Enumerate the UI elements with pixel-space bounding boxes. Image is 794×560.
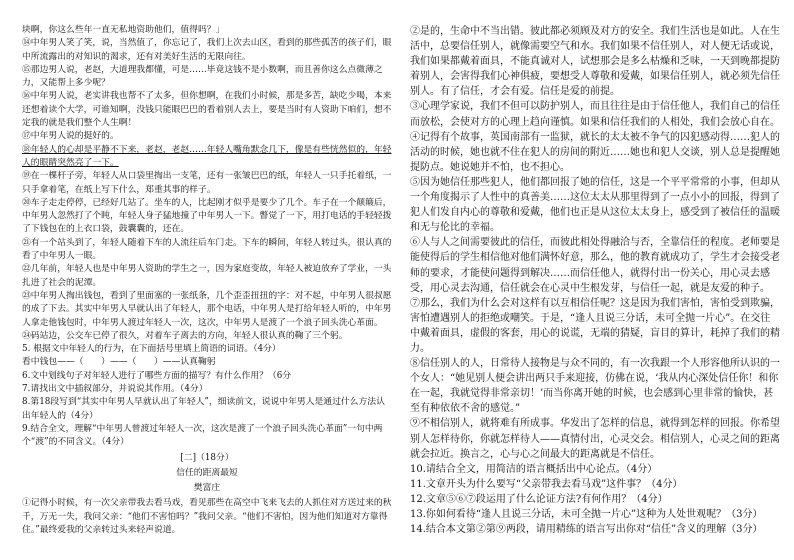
question-8: 8.第18段写到“其实中年男人早就认出了年轻人”，细读前文，说说中年男人是通过什么方法认出年轻人的（4分） — [22, 397, 385, 421]
left-column — [22, 24, 392, 537]
question-10: 10.请结合全文，用简洁的语言概括出中心论点。（4分） — [410, 463, 658, 475]
question-14: 14.结合本文第②第⑨两段，请用精练的语言写出你对“信任”含义的理解（3分） — [410, 524, 763, 536]
question-13: 13.你如何看待“逢人且说三分话，未可全抛一片心”这种为人处世观呢？（3分） — [410, 509, 763, 520]
paragraph: ③心理学家说，我们不但可以防护别人，而且往往是由于信任他人，我们自己的信任而放松，会使对方的心理上趋向谨慎。如果和信任我们的人相处，我们会放心自在。 — [410, 101, 780, 128]
paragraph: ⑦那么，我们为什么会对这样有以互相信任呢？这是因为我们害怕，害怕受到欺骗，害怕遭遇别人的拒绝或嘲笑。于是，“逢人且说三分话，未可全抛一片心”。在交往中戴着面具，虚假的客套，用心的说谎，无端的猜疑，盲目的算计，耗掉了我们的精力。 — [410, 297, 780, 354]
paragraph: ⑥人与人之间需要彼此的信任，而彼此相处得融洽与否，全靠信任的程度。老师要是能使得后的学生相信他对他们满怀好意，那么，他的教育就成功了，学生才会接受老师的要求，才能使问题得到解决……而信任他人，就得付出一份关心，用心灵去感受，用心灵去沟通，信任就会在心灵中生根发芽，与信任一起，就是友爱的种子。 — [410, 237, 780, 294]
underlined-sentence: ⑱年轻人的心却是平静不下来，老赵，老赵……年轻人嘴角默念几下，像是有些恍然似的，年轻人的眼睛突然亮了一下。 — [22, 144, 392, 168]
essay-author: 樊富庄 — [193, 483, 221, 494]
paragraph: ㉑有一个站头到了，年轻人随着下车的人流往后车门走。下车的瞬间，年轻人转过头，很认真的看了中年男人一眼。 — [22, 237, 392, 262]
paragraph: ⑮那边男人说，老赵，大道理我都懂，可是……毕竟这钱不是小数啊，而且善你这么点微薄之力，又能帮上多少呢？ — [22, 64, 383, 89]
paragraph: ⑭中年男人笑了笑，说，当然值了，你忘记了，我们上次去山区，看到的那些孤苦的孩子们，眼中所流露出的对知识的渴求，还有对美好生活的无限向往。 — [22, 38, 392, 62]
question-11: 11.文章开头为什么要写“父亲带我去看马戏”这件事？（4分） — [410, 478, 683, 490]
paragraph: ①记得小时候，有一次父亲带我去看马戏，看见那些在高空中飞来飞去的人抓住对方送过来的秋千，万无一失，我问父亲：“他们不害怕吗？”我问父亲。“他们不害怕，因为他们知道对方靠得住。”最终爱我的父亲转过头来轻声说道。 — [22, 498, 392, 535]
essay-title: 信任的距离最短 — [176, 467, 238, 478]
question-12: 12.文章⑤⑥⑦段运用了什么论证方法?有何作用？（4分） — [410, 493, 668, 505]
question-5: 5. 根据文中年轻人的行为，在下面括号里填上简语的词语。（4分） — [22, 344, 281, 355]
paragraph: ②是的，生命中不当出错。彼此都必须顾及对方的安全。我们生活也是如此。人在生活中，总要信任别人，就像需要空气和水。我们如果不信任别人，对人便无话或说，我们如果都戴着面具，不能真诚对人，试想那会是多么枯燥和乏味，一天到晚都提防着别人，会害得我们心神俱疲，要想受人尊敬和爱戴，如果信任别人，就必须先信任别人。有了信任，才会有爱。信任是爱的前提。 — [410, 26, 780, 98]
paragraph: ⑰中年男人说的挺好的。 — [22, 131, 119, 142]
paragraph: ⑯中年男人说，老实讲我也帮不了太多，但你想啊，在我们小时候，那是多苦，缺吃少喝，本来还想着读个大学，可谁知啊，没钱只能眼巴巴的看着别人去上，要是当时有人资助下咱们，想不定我的就是我们整个人生啊！ — [22, 91, 392, 129]
question-5-blank: 看中钱包——（ ）——（ ）——认真鞠躬 — [22, 357, 216, 368]
paragraph: ㉒几年前，年轻人也是中年男人资助的学生之一，因为家庭变故，年轻人被迫放弃了学业，一头扎进了社会的泥潭。 — [22, 264, 392, 288]
paragraph: ⑨不相信别人，就将难有所成事。华发出了怎样的信息，就得到怎样的回报。你希望别人怎样待你，你就怎样待人——真情付出，心灵交会。相信别人，心灵之间的距离就会拉近。换言之，心与心之间最大的距离就是不信任。 — [410, 418, 780, 460]
paragraph: ㉓中年男人掏出钱包，看到了里面塞的一张纸条，几个歪歪扭扭的字：对不起，中年男人很叔愿的成了下去。其实中年男人早就认出了年轻人，那个电话，中年男人是打给年轻人听的，中年男人拿走他钱包时，中年男人渡过年轻人一次，这次，中年男人是渡了一个浪子回头洗心革面。 — [22, 290, 392, 328]
question-7: 7.请找出文中插叙部分，并说说其作用。（4分） — [22, 384, 208, 395]
paragraph: ㉔码站边，公交车已停了很久，对着车子离去的方向，年轻人很认真的鞠了三个躬。 — [22, 330, 348, 341]
paragraph: ⑤因为她信任那些犯人，他们都回报了她的信任，这是一个平平常常的小事，但却从一个角度揭示了人性中的真善美……这位太太从那里得到了一点小小的回报，得到了犯人们发自内心的尊敬和爱戴，他们也正是从这位太太身上，感受到了被信任的温暖和无与伦比的幸福。 — [410, 176, 780, 234]
paragraph: ⑲在一棵杆子旁，年轻人从口袋里掏出一支笔，还有一张皱巴巴的纸，年轻人一只手托着纸，一只手拿着笔，在纸上写下什么，郑重其事的样子。 — [22, 171, 392, 195]
paragraph: ④记得有个故事，英国南部有一监狱，就长的太太被不争气的囚犯感动得……犯人的活动的时候，她也就不住在犯人的房间的附近……她也和犯人交谈，别人总是提醒她提防点。她说她并不怕，也不担心。 — [410, 131, 780, 173]
section-label: [二]（18分） — [180, 452, 234, 463]
question-6: 6.文中划线句子对年轻人进行了哪些方面的描写？有什么作用？（6分 — [22, 370, 292, 381]
right-column — [410, 24, 780, 537]
question-9: 9.结合全文，理解“中年男人曾渡过年轻人一次，这次是渡了一个浪子回头洗心革面”一句中两个“渡”的不同含义。（4分） — [22, 423, 383, 448]
paragraph: 块啊，你这么些年一直无私地资助他们，值得吗？」 — [22, 25, 225, 35]
paragraph: ⑧信任别人的人，日常待人接物是与众不同的，有一次我跟一个人形容他所认识的一个女人：“她见别人便会讲出两只手来迎接，仿佛在说，‘我从内心深处信任你！和你在一起，我就觉得非常亲切！’而当你离开她的时候，也会感到心里非常的愉快，甚至有种依依不舍的感觉。” — [410, 358, 780, 415]
paragraph: ⑳车子走走停停，已经好几站了。坐车的人，比起刚才似乎是要少了几个。车子在一个颠簸后，中年男人忽然打了个盹，年轻人身子猛地撞了中年男人一下。瞥觉了一下，用打电话的手轻轻拨了下钱包在的上衣口袋，鼓囊囊的，还在。 — [22, 197, 392, 235]
